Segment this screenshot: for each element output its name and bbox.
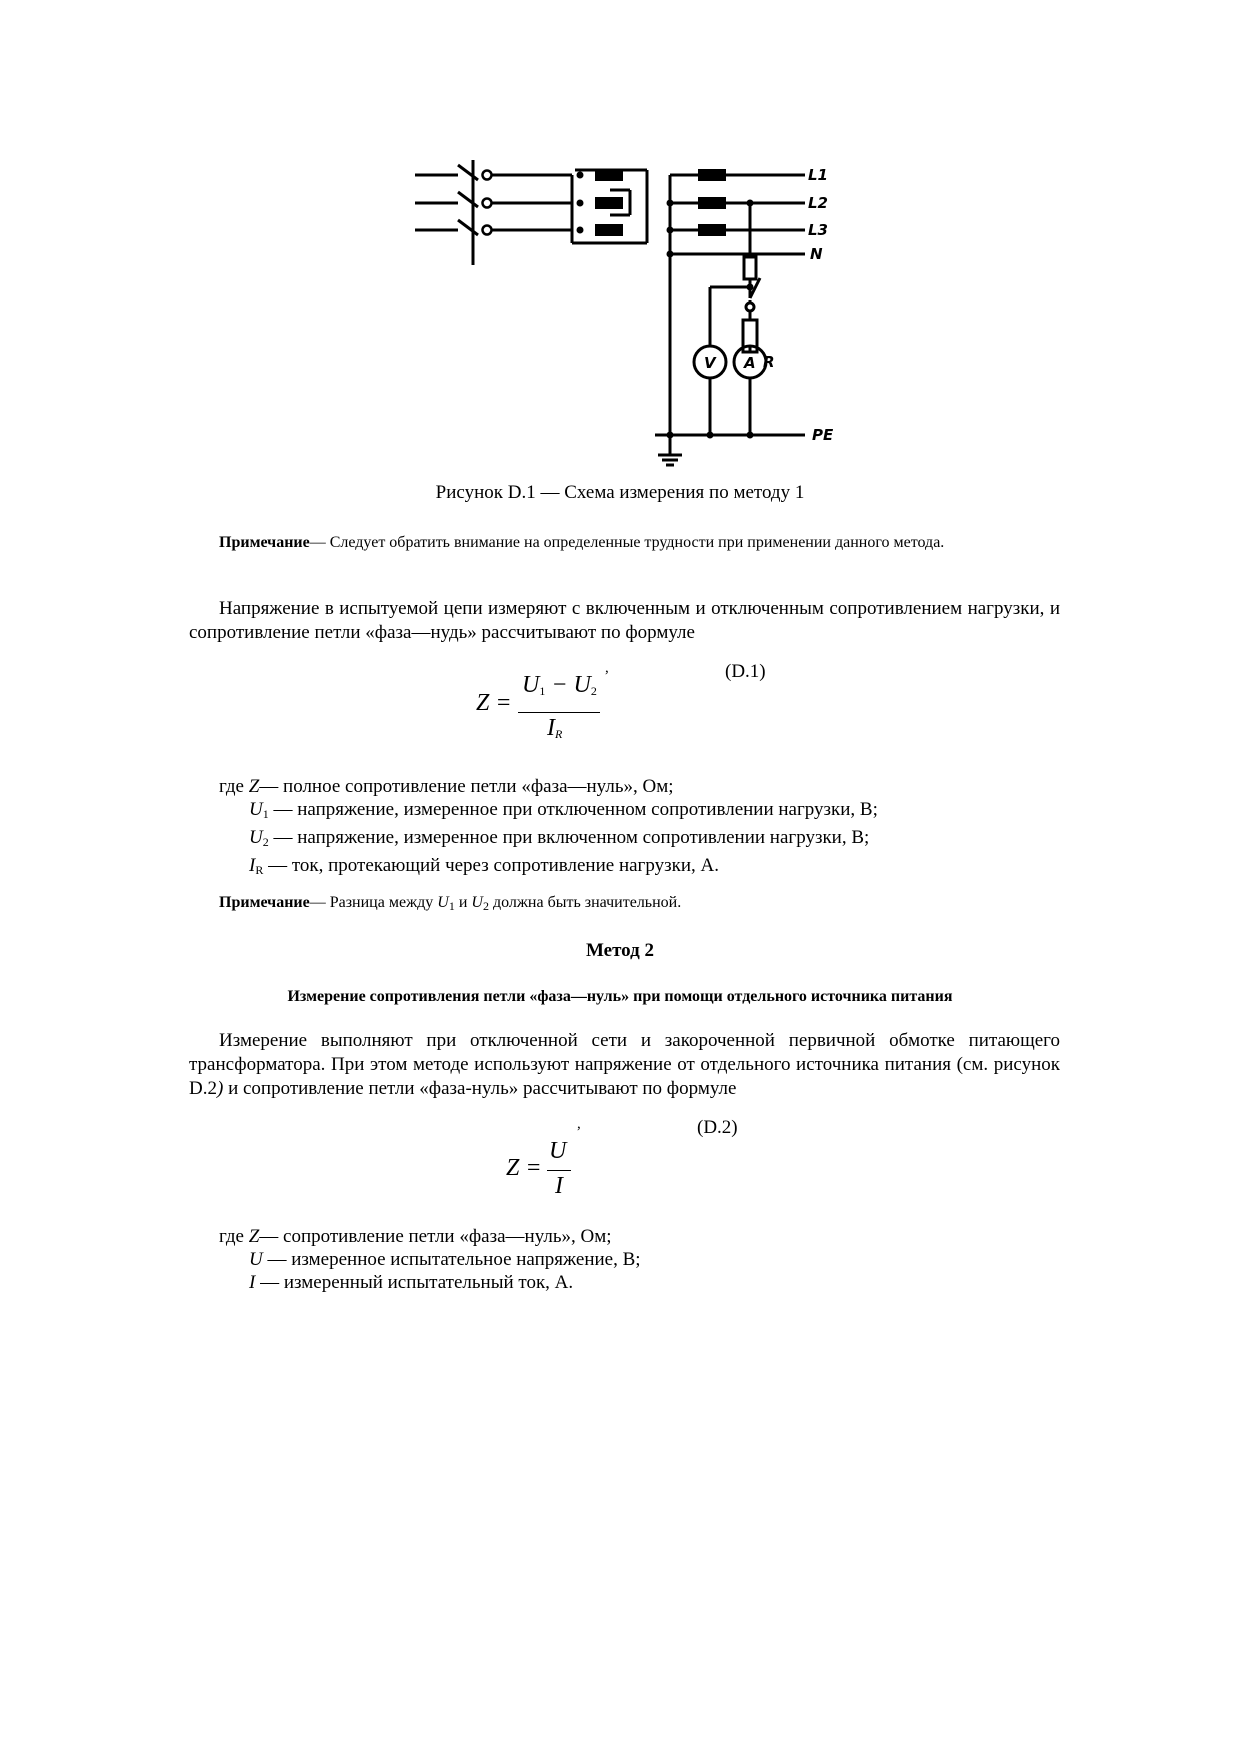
formula-d2-fraction-line — [547, 1170, 571, 1171]
label-n: N — [810, 245, 823, 263]
paragraph-2: Измерение выполняют при отключенной сети и закороченной первичной обмотке питающего трансформатора. При этом методе используют напряжение от отдельного источника питания (см. рисунок D.2) и сопротивление петли «фаза-нуль» рассчитывают по формуле — [189, 1030, 1060, 1099]
paragraph-1-text: Напряжение в испытуемой цепи измеряют с включенным и отключенным сопротивлением нагрузки, и сопротивление петли «фаза—нудь» рассчитывают по формуле — [189, 598, 1060, 643]
formula-d1-denominator: $I_R$ — [547, 715, 563, 741]
definitions-1: где Z— полное сопротивление петли «фаза—нуль», Ом; $U_1$ — напряжение, измеренное при отключенном сопротивлении нагрузки, В; $U_2$ — напряжение, измеренное при включенном сопротивлении нагрузки, В; $I_R$ — ток, протекающий через сопротивление нагрузки, А. — [219, 776, 878, 877]
formula-d2-denominator: I — [555, 1173, 563, 1199]
label-a: A — [744, 354, 756, 372]
formula-d2-number: (D.2) — [697, 1117, 738, 1138]
note-1-text: — Следует обратить внимание на определенные трудности при применении данного метода. — [309, 534, 945, 551]
formula-d1-lhs: Z = — [476, 690, 512, 716]
label-pe: PE — [812, 426, 834, 444]
figure-caption: Рисунок D.1 — Схема измерения по методу 1 — [435, 482, 805, 503]
note-1 — [189, 533, 1060, 553]
note-2: Примечание— Разница между $U_1$ и $U_2$ должна быть значительной. — [219, 894, 682, 913]
definitions-2: где Z— сопротивление петли «фаза—нуль», Ом; U — измеренное испытательное напряжение, В; I — измеренный испытательный ток, А. — [219, 1226, 641, 1293]
label-l1: L1 — [808, 166, 828, 184]
formula-d1 — [476, 690, 512, 717]
formula-d2-numerator: U — [549, 1138, 567, 1164]
formula-d2-lhs: Z = — [506, 1155, 542, 1181]
paragraph-1 — [189, 597, 1060, 645]
label-r: R — [763, 353, 775, 371]
formula-d1-numerator: $U_1 - U_2$ — [522, 672, 597, 698]
method-title: Метод 2 — [585, 940, 654, 961]
formula-d1-number: (D.1) — [725, 661, 766, 682]
formula-d1-comma: , — [605, 660, 609, 676]
formula-d2-comma: , — [577, 1116, 581, 1132]
method-subtitle: Измерение сопротивления петли «фаза—нуль» при помощи отдельного источника питания — [287, 988, 953, 1005]
label-l3: L3 — [808, 221, 828, 239]
circuit-diagram — [400, 150, 860, 480]
label-l2: L2 — [808, 194, 828, 212]
note-1-label: Примечание — [219, 534, 310, 551]
label-v: V — [704, 354, 716, 372]
formula-d1-fraction-line — [518, 712, 600, 713]
